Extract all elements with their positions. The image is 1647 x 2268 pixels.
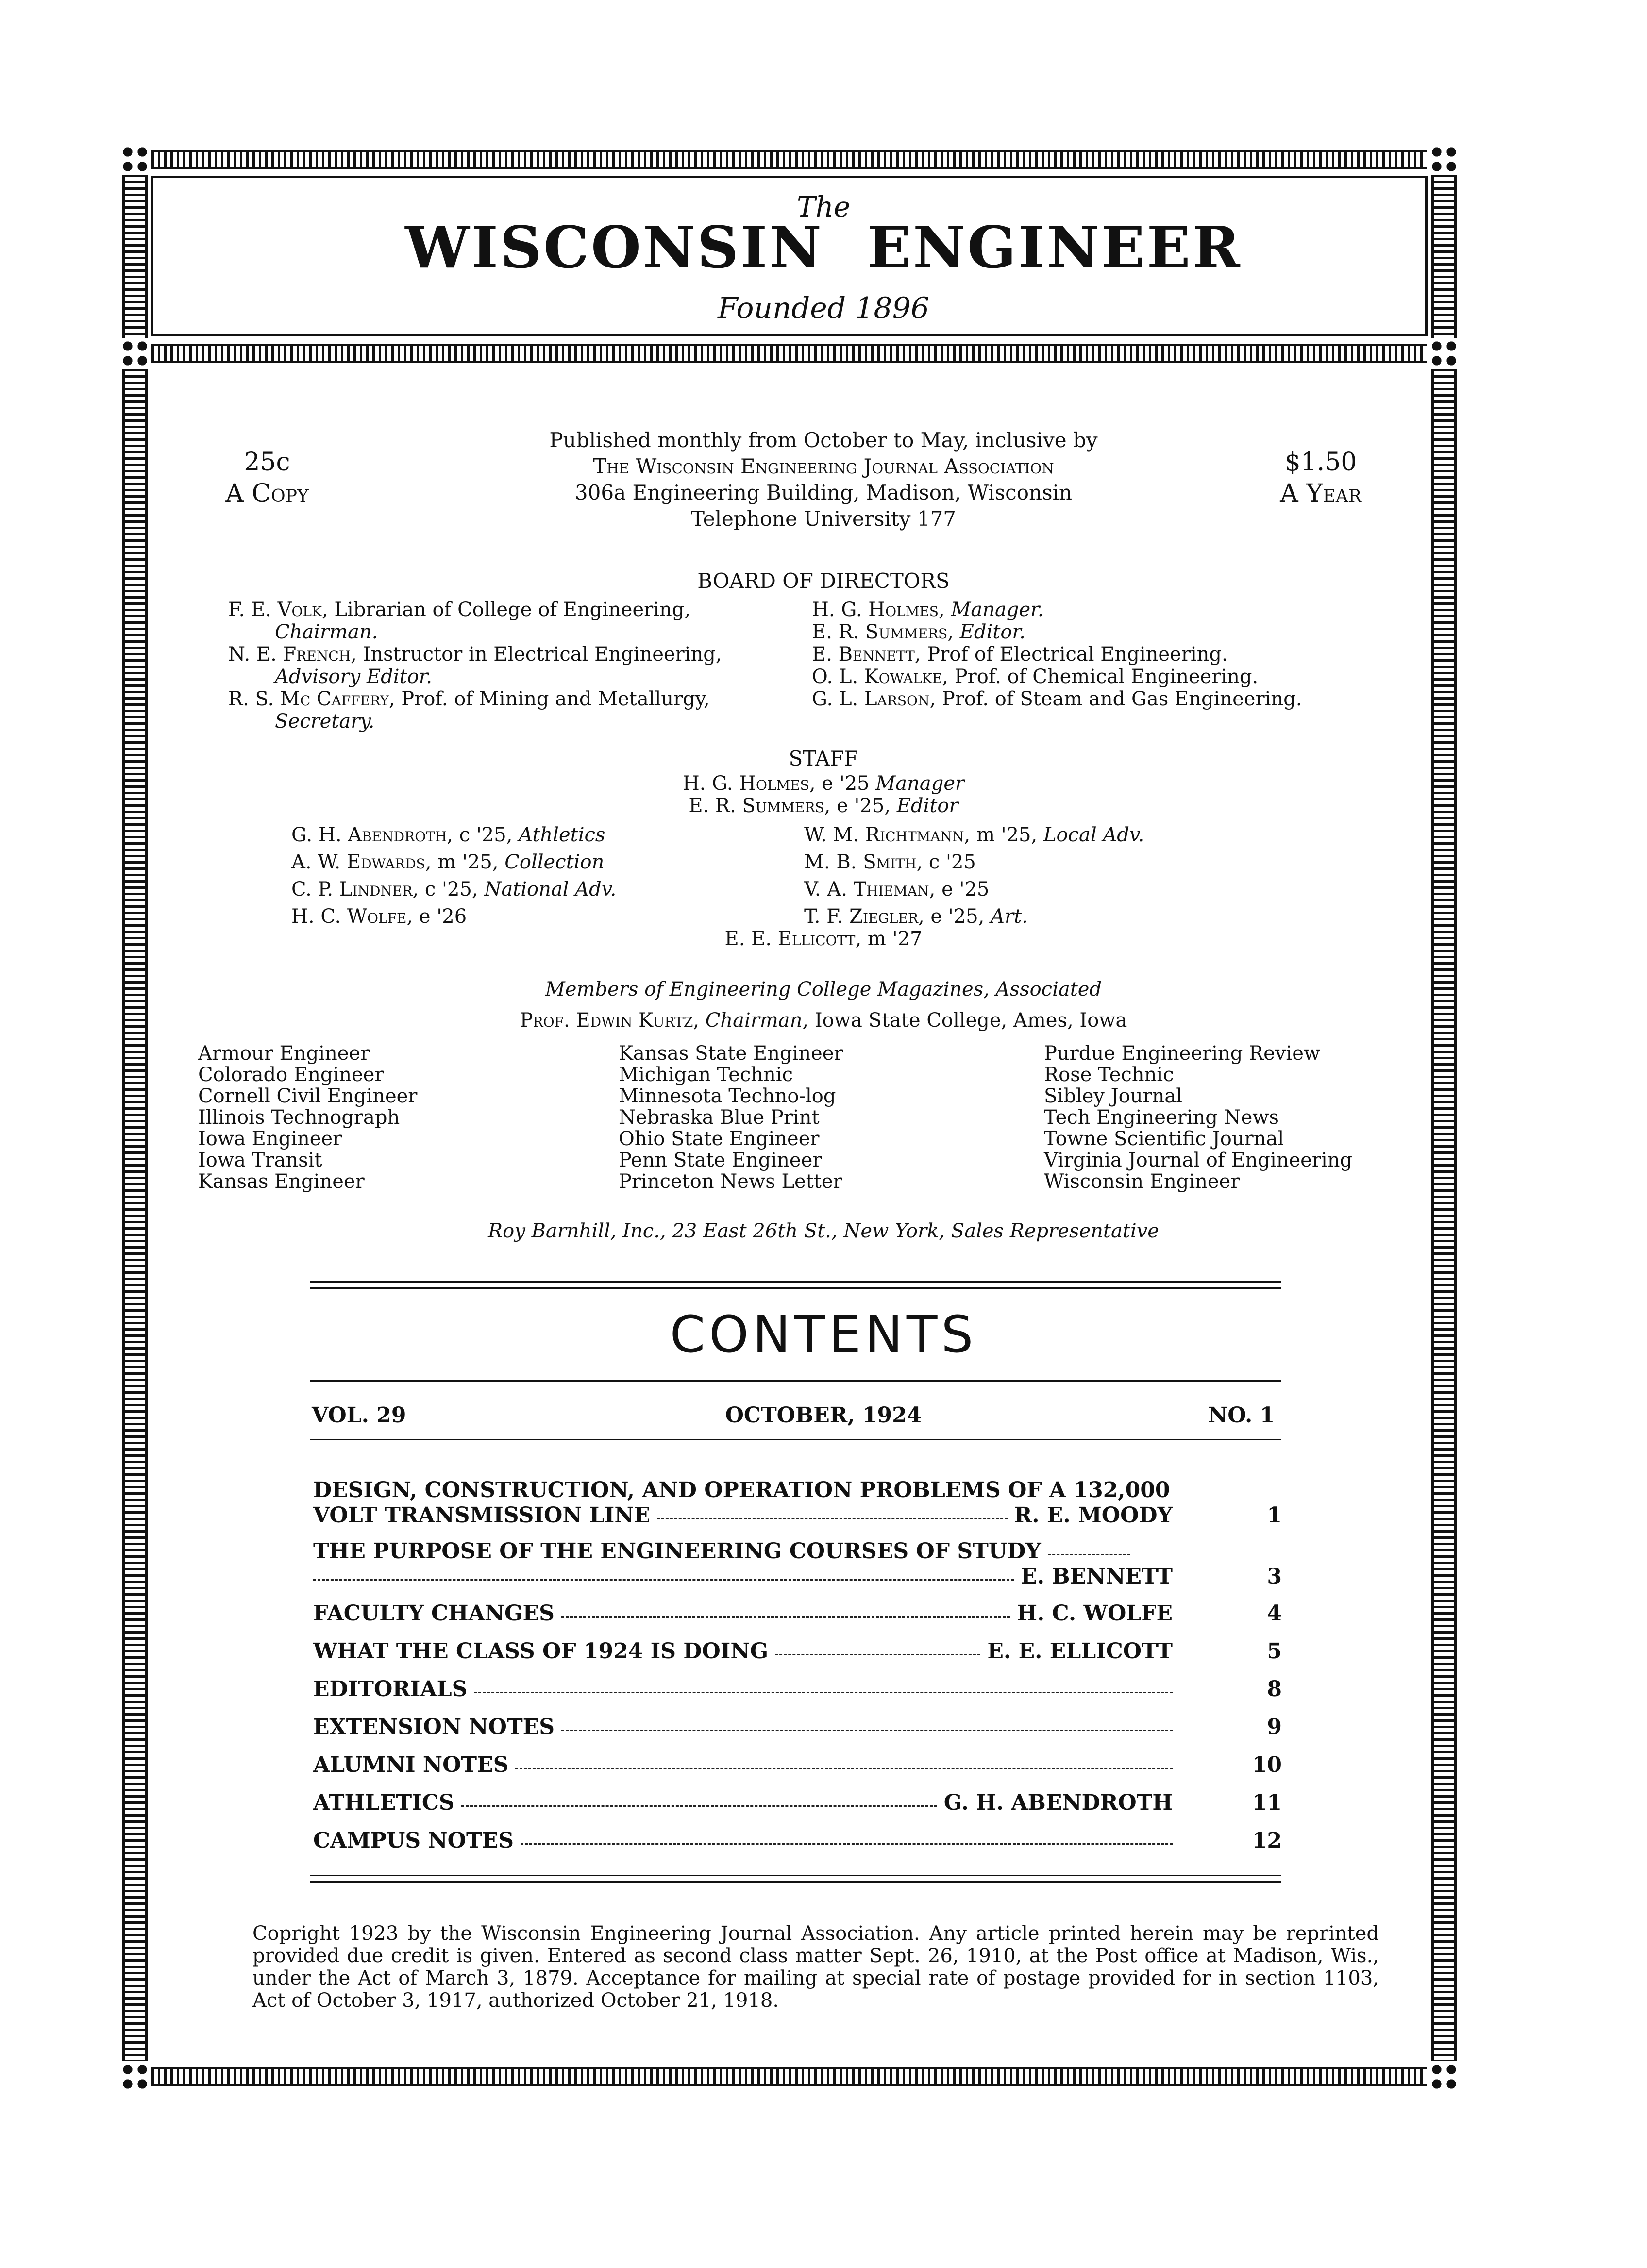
founded-line: Founded 1896 <box>718 291 929 325</box>
magazine-name: Armour Engineer <box>198 1042 370 1065</box>
toc-page-number: 3 <box>1267 1564 1282 1589</box>
toc-entry-title: THE PURPOSE OF THE ENGINEERING COURSES OF STUDY <box>313 1539 1041 1564</box>
toc-entry-title: ATHLETICS <box>313 1790 454 1815</box>
publisher-line-2: The Wisconsin Engineering Journal Association <box>593 454 1054 478</box>
staff-member: T. F. Ziegler, e '25, Art. <box>804 905 1028 928</box>
toc-entry-title: WHAT THE CLASS OF 1924 IS DOING <box>313 1639 769 1664</box>
contents-rule-top-2 <box>310 1287 1281 1289</box>
board-member: H. G. Holmes, Manager. <box>812 599 1044 621</box>
board-member: E. R. Summers, Editor. <box>812 621 1025 643</box>
board-member: F. E. Volk, Librarian of College of Engineering, <box>228 599 691 621</box>
magazines-chairman: Prof. Edwin Kurtz, Chairman, Iowa State College, Ames, Iowa <box>520 1009 1127 1032</box>
toc-entry-cont <box>313 1564 1173 1589</box>
toc-entry-author: E. BENNETT <box>1021 1564 1173 1589</box>
contents-title: CONTENTS <box>670 1305 977 1364</box>
publisher-line-3: 306a Engineering Building, Madison, Wisconsin <box>574 481 1073 504</box>
staff-member: E. E. Ellicott, m '27 <box>724 928 923 950</box>
toc-entry-author: H. C. WOLFE <box>1017 1601 1173 1626</box>
toc-entry-author: E. E. ELLICOTT <box>987 1639 1173 1664</box>
staff-member: G. H. Abendroth, c '25, Athletics <box>291 824 605 846</box>
year-price-unit: A Year <box>1280 479 1361 508</box>
volume-label: VOL. 29 <box>312 1403 406 1428</box>
contents-rule-bottom-1 <box>310 1875 1281 1876</box>
board-member: N. E. French, Instructor in Electrical Engineering, <box>228 643 722 666</box>
toc-page-number: 12 <box>1252 1828 1282 1853</box>
magazine-name: Ohio State Engineer <box>619 1128 820 1150</box>
magazine-name: Towne Scientific Journal <box>1044 1128 1284 1150</box>
toc-entry <box>313 1677 1173 1701</box>
copy-price-unit: A Copy <box>225 479 309 508</box>
staff-member: H. G. Holmes, e '25 Manager <box>682 772 965 795</box>
toc-entry <box>313 1790 1173 1815</box>
staff-heading: STAFF <box>789 747 858 770</box>
toc-entry-title: ALUMNI NOTES <box>313 1752 509 1777</box>
contents-rule-bottom-2 <box>310 1881 1281 1883</box>
publisher-line-1: Published monthly from October to May, inclusive by <box>549 428 1098 452</box>
magazine-name: Iowa Engineer <box>198 1128 342 1150</box>
toc-page-number: 8 <box>1267 1677 1282 1701</box>
board-member: O. L. Kowalke, Prof. of Chemical Engineering. <box>812 666 1259 688</box>
contents-title-rule <box>310 1380 1281 1382</box>
magazine-title: WISCONSIN ENGINEER <box>405 214 1242 281</box>
magazine-name: Michigan Technic <box>619 1064 793 1086</box>
toc-page-number: 9 <box>1267 1715 1282 1739</box>
magazine-name: Minnesota Techno-log <box>619 1085 836 1107</box>
toc-page-number: 11 <box>1252 1790 1282 1815</box>
toc-entry <box>313 1752 1173 1777</box>
toc-entry-author: G. H. ABENDROTH <box>943 1790 1173 1815</box>
staff-member: C. P. Lindner, c '25, National Adv. <box>291 878 617 901</box>
magazine-name: Iowa Transit <box>198 1149 322 1171</box>
toc-page-number: 1 <box>1267 1503 1282 1528</box>
magazine-name: Kansas Engineer <box>198 1170 365 1193</box>
magazine-name: Sibley Journal <box>1044 1085 1182 1107</box>
corner-ornament-top-left <box>120 145 150 174</box>
staff-member: V. A. Thieman, e '25 <box>804 878 990 901</box>
toc-entry <box>313 1539 1173 1564</box>
border-bottom <box>151 2067 1427 2086</box>
staff-member: W. M. Richtmann, m '25, Local Adv. <box>804 824 1144 846</box>
magazine-name: Tech Engineering News <box>1044 1106 1279 1129</box>
magazine-name: Penn State Engineer <box>619 1149 822 1171</box>
masthead-the: The <box>796 190 851 223</box>
staff-member: A. W. Edwards, m '25, Collection <box>291 851 605 873</box>
toc-entry-title-2: VOLT TRANSMISSION LINE <box>313 1503 651 1528</box>
corner-ornament-mid-right <box>1429 339 1459 368</box>
magazine-name: Colorado Engineer <box>198 1064 384 1086</box>
toc-entry <box>313 1715 1173 1739</box>
board-heading: BOARD OF DIRECTORS <box>697 569 950 593</box>
toc-entry-title: DESIGN, CONSTRUCTION, AND OPERATION PROBLEMS OF A 132,000 <box>313 1478 1170 1502</box>
year-price: $1.50 <box>1284 448 1357 477</box>
publisher-block <box>0 427 1647 532</box>
sales-representative: Roy Barnhill, Inc., 23 East 26th St., New York, Sales Representative <box>488 1220 1159 1242</box>
publisher-line-4: Telephone University 177 <box>690 507 957 531</box>
toc-page-number: 4 <box>1267 1601 1282 1626</box>
border-right-lower <box>1431 369 1457 2061</box>
toc-entry <box>313 1639 1173 1664</box>
toc-entry-title: EXTENSION NOTES <box>313 1715 555 1739</box>
toc-page-number: 5 <box>1267 1639 1282 1664</box>
contents-header-rule <box>310 1439 1281 1440</box>
toc-entry <box>313 1503 1173 1528</box>
border-top <box>151 150 1427 169</box>
magazines-column-2 <box>619 1043 843 1192</box>
magazine-name: Wisconsin Engineer <box>1044 1170 1240 1193</box>
copyright-notice: Copright 1923 by the Wisconsin Engineering Journal Association. Any article printed herein may be reprinted provided due credit is given. Entered as second class matter Sept. 26, 1910, at the Post office at Madison, Wis., under the Act of March 3, 1879. Acceptance for mailing at special rate of postage provided for in section 1103, Act of October 3, 1917, authorized October 21, 1918. <box>252 1922 1379 2012</box>
magazine-name: Princeton News Letter <box>619 1170 842 1193</box>
magazines-column-1 <box>198 1043 417 1192</box>
toc-entry-title: CAMPUS NOTES <box>313 1828 514 1853</box>
contents-rule-top-1 <box>310 1281 1281 1283</box>
border-left-lower <box>122 369 148 2061</box>
staff-member: H. C. Wolfe, e '26 <box>291 905 467 928</box>
magazine-name: Virginia Journal of Engineering <box>1044 1149 1353 1171</box>
corner-ornament-bottom-right <box>1429 2062 1459 2091</box>
staff-member: M. B. Smith, c '25 <box>804 851 976 873</box>
board-member-role: Chairman. <box>275 621 378 643</box>
board-member-role: Secretary. <box>275 710 375 733</box>
toc-entry <box>313 1828 1173 1853</box>
magazine-name: Rose Technic <box>1044 1064 1174 1086</box>
board-member-role: Advisory Editor. <box>275 666 433 688</box>
magazines-heading: Members of Engineering College Magazines, Associated <box>545 978 1102 1001</box>
magazine-name: Cornell Civil Engineer <box>198 1085 418 1107</box>
issue-number: NO. 1 <box>1208 1403 1275 1428</box>
magazine-name: Illinois Technograph <box>198 1106 400 1129</box>
toc-entry-title: FACULTY CHANGES <box>313 1601 555 1626</box>
toc-entry <box>313 1601 1173 1626</box>
corner-ornament-top-right <box>1429 145 1459 174</box>
magazines-column-3 <box>1044 1043 1352 1192</box>
border-masthead-bottom <box>151 344 1427 363</box>
magazine-name: Purdue Engineering Review <box>1044 1042 1321 1065</box>
copy-price: 25c <box>244 448 290 477</box>
staff-member: E. R. Summers, e '25, Editor <box>689 795 958 817</box>
board-member: G. L. Larson, Prof. of Steam and Gas Engineering. <box>812 688 1302 710</box>
issue-date: OCTOBER, 1924 <box>725 1403 922 1428</box>
toc-page-number: 10 <box>1252 1752 1282 1777</box>
magazine-name: Kansas State Engineer <box>619 1042 843 1065</box>
toc-entry-author: R. E. MOODY <box>1014 1503 1173 1528</box>
corner-ornament-bottom-left <box>120 2062 150 2091</box>
magazine-name: Nebraska Blue Print <box>619 1106 820 1129</box>
board-member: E. Bennett, Prof of Electrical Engineering. <box>812 643 1228 666</box>
corner-ornament-mid-left <box>120 339 150 368</box>
toc-entry-title: EDITORIALS <box>313 1677 468 1701</box>
board-member: R. S. Mc Caffery, Prof. of Mining and Metallurgy, <box>228 688 710 710</box>
